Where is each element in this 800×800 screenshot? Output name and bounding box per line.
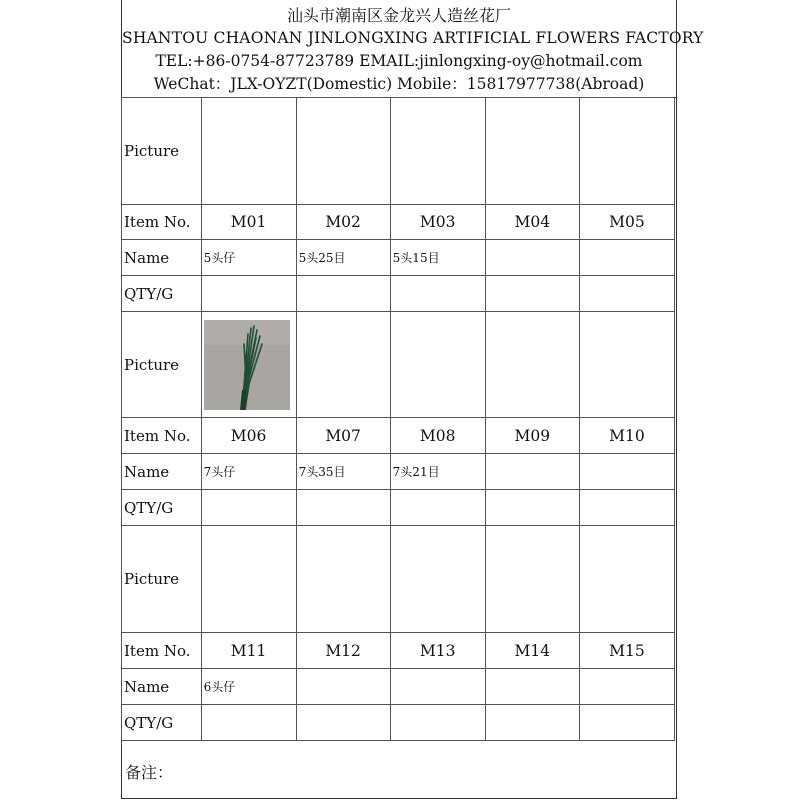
picture-cell [390,98,485,205]
picture-row [122,98,675,205]
item-name [485,669,579,705]
item-name: 7头21目 [390,454,485,490]
picture-label: Picture [122,526,202,633]
qty-label: QTY/G [122,490,202,526]
item-code: M05 [579,205,674,240]
qty-cell[interactable] [201,490,296,526]
item-code: M14 [485,633,579,669]
item-no-label: Item No. [122,633,202,669]
item-no-label: Item No. [122,418,202,454]
picture-row [122,526,675,633]
item-code: M02 [296,205,390,240]
item-name: 7头35目 [296,454,390,490]
item-name [390,669,485,705]
item-no-row [122,418,675,454]
factory-name-chinese: 汕头市潮南区金龙兴人造丝花厂 [286,6,511,25]
name-row [122,454,675,490]
picture-label: Picture [122,98,202,205]
item-no-row [122,633,675,669]
picture-cell [296,526,390,633]
qty-cell[interactable] [296,490,390,526]
qty-label: QTY/G [122,705,202,741]
picture-cell [390,526,485,633]
item-code: M01 [201,205,296,240]
item-no-row [122,205,675,240]
item-name: 5头25目 [296,240,390,276]
picture-cell [201,98,296,205]
qty-cell[interactable] [296,705,390,741]
qty-cell[interactable] [390,276,485,312]
green-stems-image [204,320,290,410]
picture-label: Picture [122,312,202,418]
picture-cell [201,526,296,633]
factory-header [122,0,704,98]
picture-cell [390,312,485,418]
item-code: M06 [201,418,296,454]
picture-cell [579,526,674,633]
item-no-label: Item No. [122,205,202,240]
qty-cell[interactable] [579,276,674,312]
qty-cell[interactable] [201,705,296,741]
qty-cell[interactable] [390,705,485,741]
picture-cell [579,98,674,205]
qty-row [122,276,675,312]
picture-cell [201,312,296,418]
item-name [296,669,390,705]
item-code: M09 [485,418,579,454]
picture-cell [485,312,579,418]
qty-cell[interactable] [485,276,579,312]
notes-label: 备注： [125,763,174,782]
picture-row [122,312,675,418]
contact-wechat-mobile: WeChat：JLX-OYZT(Domestic) Mobile：15817977738(Abroad) [153,75,645,93]
qty-cell[interactable] [296,276,390,312]
item-code: M03 [390,205,485,240]
qty-cell[interactable] [579,705,674,741]
picture-cell [485,526,579,633]
name-label: Name [122,669,202,705]
item-code: M08 [390,418,485,454]
item-name [579,454,674,490]
item-name [579,669,674,705]
order-sheet [121,0,704,799]
product-photo-m06 [204,320,290,410]
picture-cell [296,98,390,205]
item-name [579,240,674,276]
item-name: 5头仔 [201,240,296,276]
picture-cell [296,312,390,418]
item-code: M12 [296,633,390,669]
name-label: Name [122,454,202,490]
picture-cell [579,312,674,418]
item-code: M07 [296,418,390,454]
name-row [122,669,675,705]
qty-cell[interactable] [485,705,579,741]
item-code: M10 [579,418,674,454]
qty-label: QTY/G [122,276,202,312]
item-name: 5头15目 [390,240,485,276]
item-name [485,240,579,276]
qty-cell[interactable] [390,490,485,526]
qty-cell[interactable] [485,490,579,526]
factory-name-english: SHANTOU CHAONAN JINLONGXING ARTIFICIAL FLOWERS FACTORY [122,29,704,47]
item-name: 6头仔 [201,669,296,705]
name-label: Name [122,240,202,276]
contact-tel-email: TEL:+86-0754-87723789 EMAIL:jinlongxing-oy@hotmail.com [155,52,643,70]
product-table [121,97,675,741]
item-name [485,454,579,490]
qty-cell[interactable] [579,490,674,526]
item-code: M04 [485,205,579,240]
item-code: M13 [390,633,485,669]
item-name: 7头仔 [201,454,296,490]
item-code: M11 [201,633,296,669]
picture-cell [485,98,579,205]
qty-row [122,705,675,741]
qty-cell[interactable] [201,276,296,312]
name-row [122,240,675,276]
qty-row [122,490,675,526]
item-code: M15 [579,633,674,669]
